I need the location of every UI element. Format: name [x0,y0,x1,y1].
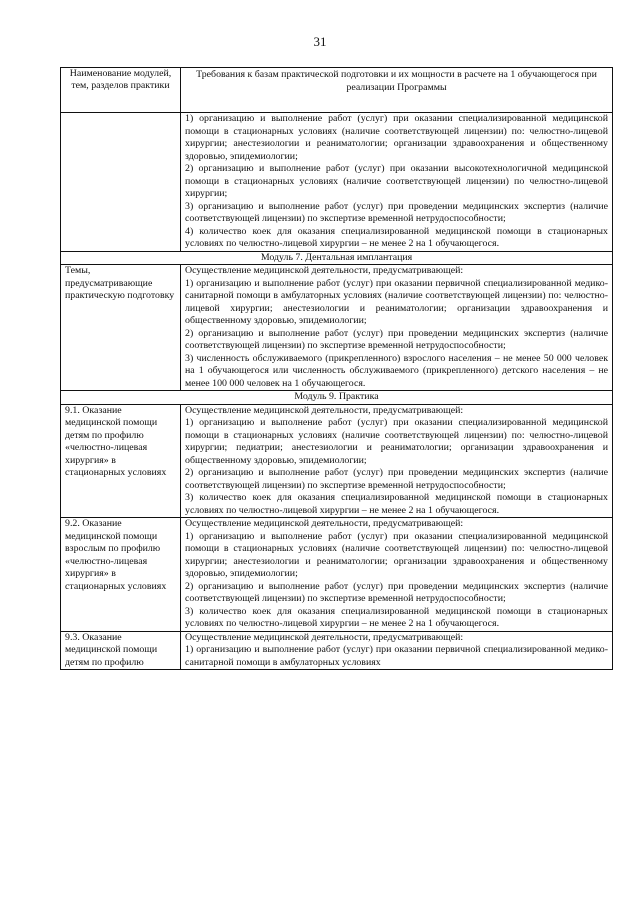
module-title: Модуль 7. Дентальная имплантация [61,251,613,265]
topic-cell: 9.3. Оказание медицинской помощи детям по профилю [61,631,181,670]
requirements-table [60,67,613,670]
requirements-cell [181,113,613,252]
requirement-paragraph: 3) количество коек для оказания специализированной медицинской помощи в стационарных условиях по челюстно-лицевой хирургии – не менее 2 на 1 обучающегося. [185,605,608,629]
requirement-paragraph: 1) организацию и выполнение работ (услуг) при оказании специализированной медицинской помощи в стационарных условиях (наличие соответствующей лицензии) по: челюстно-лицевой хирургии; анестезиологии и реаниматологии; организации здравоохранения и общественному здоровью, эпидемиологии; [185,530,608,579]
requirement-paragraph: 1) организацию и выполнение работ (услуг) при оказании первичной специализированной медико-санитарной помощи в амбулаторных условиях (наличие соответствующей лицензии) по: челюстно-лицевой хирургии; анестезиологии и реаниматологии; организации здравоохранения и общественному здоровью, эпидемиологии; [185,277,608,326]
topic-cell [61,113,181,252]
requirements-cell [181,404,613,518]
requirement-paragraph: Осуществление медицинской деятельности, предусматривающей: [185,265,464,276]
topic-cell: 9.1. Оказание медицинской помощи детям по профилю «челюстно-лицевая хирургия» в стационарных условиях [61,404,181,518]
table-header-row [61,68,613,113]
requirement-paragraph: Осуществление медицинской деятельности, предусматривающей: [185,404,464,416]
table-row [61,113,613,252]
requirement-paragraph: 2) организацию и выполнение работ (услуг) при проведении медицинских экспертиз (наличие соответствующей лицензии) по экспертизе временной нетрудоспособности; [185,467,608,491]
header-requirements: Требования к базам практической подготовки и их мощности в расчете на 1 обучающегося при реализации Программы [181,68,613,113]
requirement-paragraph: 3) численность обслуживаемого (прикрепленного) взрослого населения – не менее 50 000 человек на 1 обучающегося или численность обслуживаемого (прикрепленного) детского населения – не менее 100 000 человек на 1 обучающегося. [185,352,608,389]
requirement-paragraph: 2) организацию и выполнение работ (услуг) при проведении медицинских экспертиз (наличие соответствующей лицензии) по экспертизе временной нетрудоспособности; [185,580,608,604]
requirement-paragraph: 1) организацию и выполнение работ (услуг) при оказании первичной специализированной медико-санитарной помощи в амбулаторных условиях [185,644,608,668]
requirement-paragraph: Осуществление медицинской деятельности, предусматривающей: [185,518,464,529]
requirement-paragraph: Осуществление медицинской деятельности, предусматривающей: [185,631,464,643]
module-section-row [61,251,613,265]
table-row [61,518,613,632]
table-row [61,404,613,518]
table-row [61,265,613,391]
header-modules: Наименование модулей, тем, разделов практики [61,68,181,113]
table-row [61,631,613,670]
requirement-paragraph: 2) организацию и выполнение работ (услуг) при оказании высокотехнологичной медицинской помощи в стационарных условиях (наличие соответствующей лицензии) по челюстно-лицевой хирургии; [185,163,608,199]
page-number: 31 [313,34,327,49]
requirements-cell [181,265,613,391]
requirement-paragraph: 1) организацию и выполнение работ (услуг) при оказании специализированной медицинской помощи в стационарных условиях (наличие соответствующей лицензии) по: челюстно-лицевой хирургии; педиатрии; анестезиологии и реаниматологии; организации здравоохранения и общественному здоровью, эпидемиологии; [185,417,608,466]
requirement-paragraph: 4) количество коек для оказания специализированной медицинской помощи в стационарных условиях по челюстно-лицевой хирургии – не менее 2 на 1 обучающегося. [185,225,608,249]
requirements-cell [181,518,613,632]
module-section-row [61,391,613,405]
topic-cell: Темы, предусматривающие практическую подготовку [61,265,181,391]
topic-cell: 9.2. Оказание медицинской помощи взрослым по профилю «челюстно-лицевая хирургия» в стационарных условиях [61,518,181,632]
requirement-paragraph: 3) количество коек для оказания специализированной медицинской помощи в стационарных условиях по челюстно-лицевой хирургии – не менее 2 на 1 обучающегося. [185,492,608,516]
requirement-paragraph: 1) организацию и выполнение работ (услуг) при оказании специализированной медицинской помощи в стационарных условиях (наличие соответствующей лицензии) по: челюстно-лицевой хирургии; анестезиологии и реаниматологии; организации здравоохранения и общественному здоровью, эпидемиологии; [185,113,608,162]
requirements-cell [181,631,613,670]
requirement-paragraph: 3) организацию и выполнение работ (услуг) при проведении медицинских экспертиз (наличие соответствующей лицензии) по экспертизе временной нетрудоспособности; [185,200,608,224]
requirement-paragraph: 2) организацию и выполнение работ (услуг) при проведении медицинских экспертиз (наличие соответствующей лицензии) по экспертизе временной нетрудоспособности; [185,327,608,351]
module-title: Модуль 9. Практика [61,391,613,405]
